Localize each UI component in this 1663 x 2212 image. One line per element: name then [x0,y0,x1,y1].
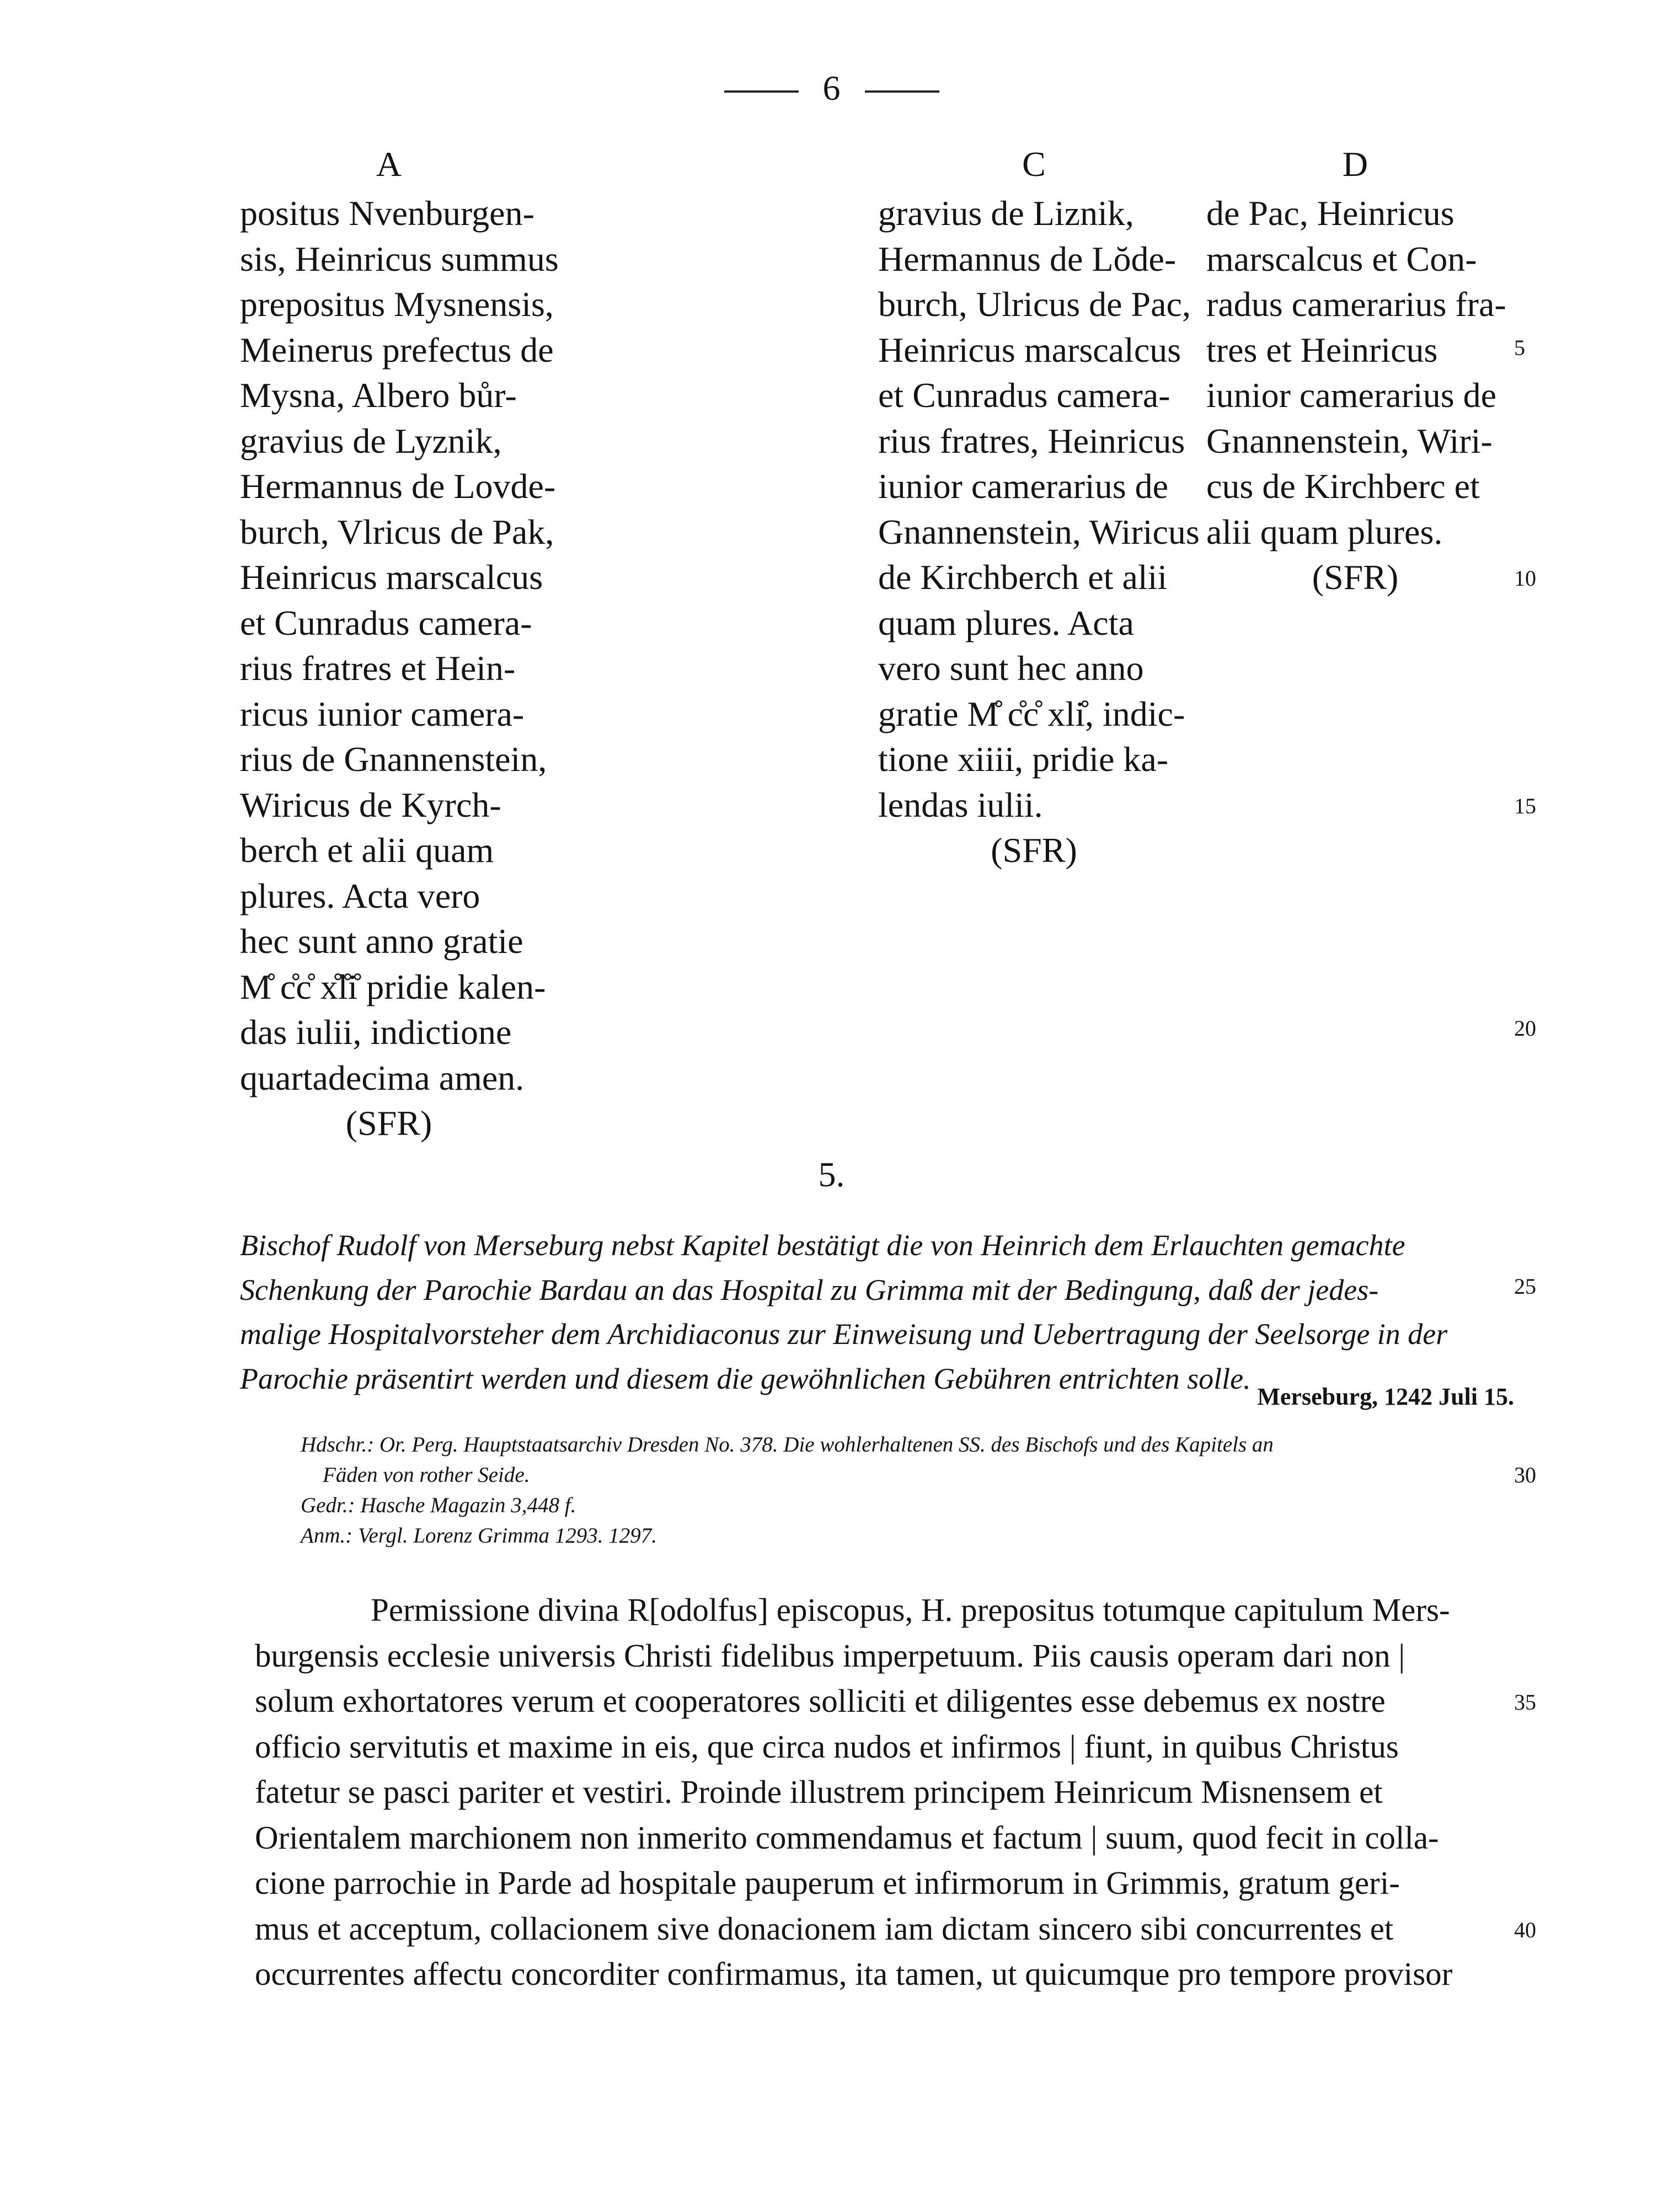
column-a-line: plures. Acta vero [240,876,480,915]
text-line: officio servitutis et maxime in eis, que circa nudos et infirmos | fiunt, in quibus Christus [255,1728,1399,1765]
column-c-line: Gnannenstein, Wiricus [878,512,1200,551]
column-a-line: ricus iunior camera- [240,694,525,733]
column-a-line: Heinricus marscalcus [240,558,543,597]
column-d-line: de Pac, Heinricus [1206,194,1455,233]
column-c-line: Heinricus marscalcus [878,330,1181,369]
text-line: burgensis ecclesie universis Christi fidelibus imperpetuum. Piis causis operam dari non | [255,1637,1405,1674]
column-c-line: quam plures. Acta [878,603,1134,642]
column-a-signature: (SFR) [345,1104,432,1143]
line-number: 40 [1514,1918,1536,1942]
column-c-line: tione xiiii, pridie ka- [878,740,1169,779]
line-number: 25 [1514,1274,1536,1299]
column-a [240,191,559,1147]
header-rule-left [724,90,799,93]
column-c-line: vero sunt hec anno [878,649,1144,688]
note-line: Hdschr.: Or. Perg. Hauptstaatsarchiv Dresden No. 378. Die wohlerhaltenen SS. des Bischofs und des Kapitels an [301,1433,1274,1456]
document-text [255,1587,1523,1997]
column-c-signature: (SFR) [991,831,1077,870]
page-number: 6 [822,68,841,108]
column-a-line: gravius de Lyznik, [240,421,502,460]
column-a-line: Hermannus de Lovde- [240,467,556,506]
regest-line: Bischof Rudolf von Merseburg nebst Kapitel bestätigt die von Heinrich dem Erlauchten gemachte [240,1229,1405,1262]
column-a-line: das iulii, indictione [240,1013,512,1052]
text-line: fatetur se pasci pariter et vestiri. Proinde illustrem principem Heinricum Misnensem et [255,1774,1383,1810]
column-heading-c: C [1022,144,1046,184]
column-c [878,191,1200,874]
column-a-line: rius de Gnannenstein, [240,740,547,779]
text-line: Orientalem marchionem non inmerito commendamus et factum | suum, quod fecit in colla- [255,1819,1439,1856]
note-line: Fäden von rother Seide. [323,1463,530,1487]
place-date: Merseburg, 1242 Juli 15. [1257,1383,1514,1410]
line-number: 30 [1514,1463,1536,1487]
text-line: solum exhortatores verum et cooperatores solliciti et diligentes esse debemus ex nostre [255,1683,1386,1719]
source-notes [301,1429,1520,1551]
column-d-line: tres et Heinricus [1206,330,1438,369]
note-line: Gedr.: Hasche Magazin 3,448 f. [301,1493,576,1517]
column-c-line: et Cunradus camera- [878,376,1170,415]
text-line: Permissione divina R[odolfus] episcopus, H. prepositus totumque capitulum Mers- [371,1592,1450,1628]
column-a-line: prepositus Mysnensis, [240,285,554,324]
column-a-line: positus Nvenburgen- [240,194,534,233]
line-number: 35 [1514,1690,1536,1715]
column-d-line: Gnannenstein, Wiri- [1206,421,1493,460]
column-d-line: cus de Kirchberc et [1206,467,1480,506]
regest-line: Schenkung der Parochie Bardau an das Hospital zu Grimma mit der Bedingung, daß der jedes- [240,1273,1379,1306]
column-heading-a: A [376,144,402,184]
text-line: occurrentes affectu concorditer confirmamus, ita tamen, ut quicumque pro tempore provisor [255,1956,1453,1992]
column-a-line: hec sunt anno gratie [240,922,523,961]
line-number: 15 [1514,794,1536,818]
page-header [0,66,1663,110]
column-c-line: gratie M̊ c̊c̊ xli̊, indic- [878,694,1185,733]
header-rule-right [865,90,939,93]
regest-line: malige Hospitalvorsteher dem Archidiaconus zur Einweisung und Uebertragung der Seelsorge in der [240,1317,1448,1351]
column-d-line: marscalcus et Con- [1206,239,1477,278]
column-a-line: Wiricus de Kyrch- [240,785,501,824]
regest-line: Parochie präsentirt werden und diesem die gewöhnlichen Gebühren entrichten solle. [240,1362,1251,1395]
column-c-line: lendas iulii. [878,785,1043,824]
column-c-line: de Kirchberch et alii [878,558,1168,597]
column-a-line: burch, Vlricus de Pak, [240,512,554,551]
column-d-line: alii quam plures. [1206,512,1443,551]
column-d-line: radus camerarius fra- [1206,285,1506,324]
column-d-line: iunior camerarius de [1206,376,1496,415]
line-number: 20 [1514,1016,1536,1041]
regest [240,1223,1509,1401]
column-c-line: Hermannus de Lŏde- [878,239,1177,278]
note-line: Anm.: Vergl. Lorenz Grimma 1293. 1297. [301,1524,657,1547]
text-line: cione parrochie in Parde ad hospitale pauperum et infirmorum in Grimmis, gratum geri- [255,1865,1400,1901]
column-c-line: iunior camerarius de [878,467,1168,506]
column-d [1206,191,1504,601]
column-a-line: et Cunradus camera- [240,603,532,642]
column-c-line: burch, Ulricus de Pac, [878,285,1191,324]
column-c-line: gravius de Liznik, [878,194,1134,233]
column-a-line: quartadecima amen. [240,1058,525,1097]
column-a-line: Mysna, Albero bůr- [240,376,517,415]
column-d-signature: (SFR) [1312,558,1399,597]
line-number: 5 [1514,335,1525,360]
column-a-line: rius fratres et Hein- [240,649,516,688]
column-a-line: Meinerus prefectus de [240,330,554,369]
column-c-line: rius fratres, Heinricus [878,421,1185,460]
column-heading-d: D [1342,144,1368,184]
column-a-line: sis, Heinricus summus [240,239,559,278]
document-number: 5. [818,1155,845,1194]
column-a-line: M̊ c̊c̊ x̊l̊i̊ pridie kalen- [240,967,546,1006]
column-a-line: berch et alii quam [240,831,494,870]
line-number: 10 [1514,566,1536,591]
text-line: mus et acceptum, collacionem sive donacionem iam dictam sincero sibi concurrentes et [255,1910,1394,1947]
